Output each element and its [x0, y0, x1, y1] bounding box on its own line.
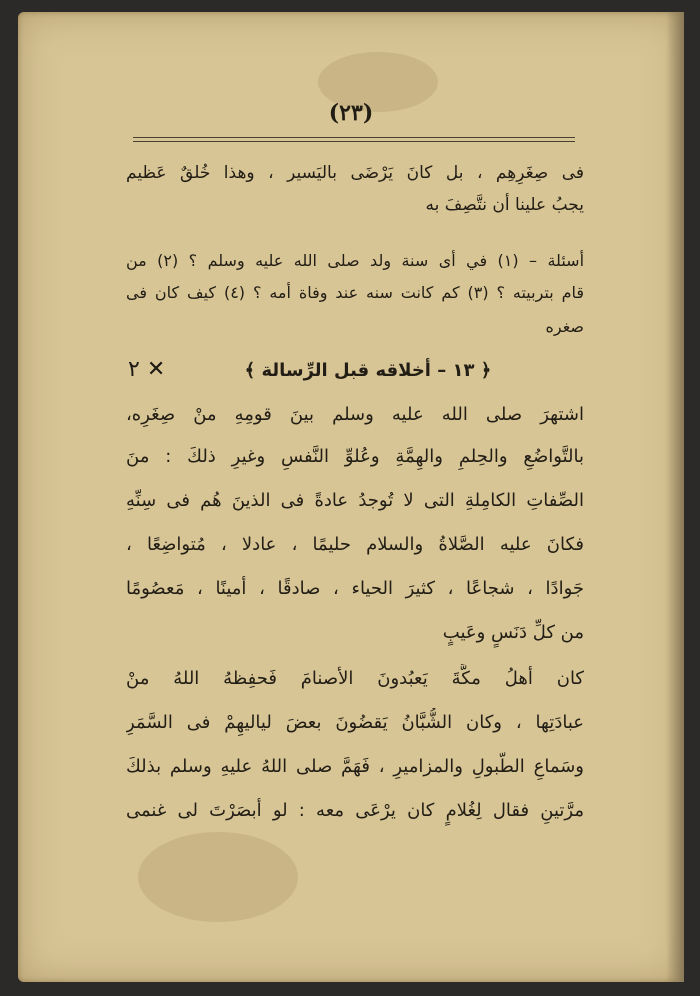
- questions-text: [126, 248, 584, 348]
- section-heading: ﴿ ١٣ – أخلاقه قبل الرِّسالة ﴾: [244, 360, 492, 381]
- text-line: كان أهلُ مكَّةَ يَعبُدونَ الأصنامَ فَحفِظهُ اللهُ منْ: [126, 668, 584, 689]
- text-line: يجبُ علينا أن نتَّصِفَ به: [425, 195, 584, 215]
- header-rule-bottom: [133, 141, 575, 142]
- text-line: جَوادًا ، شجاعًا ، كثيرَ الحياء ، صادقًا ، أمينًا ، مَعصُومًا: [126, 578, 584, 599]
- header-rule-top: [133, 137, 575, 138]
- text-line: وسَماعِ الطُّبولِ والمزاميرِ ، فَهَمَّ صلى اللهُ عليهِ وسلم بذلكَ: [126, 756, 584, 777]
- text-line: فكانَ عليه الصَّلاةُ والسلام حليمًا ، عادلا ، مُتواضِعًا ،: [126, 534, 584, 555]
- text-line: أسئلة – (١) في أى سنة ولد صلى الله عليه وسلم ؟ (٢) من: [126, 251, 584, 270]
- handwritten-margin-mark: ٢ ✕: [128, 357, 166, 382]
- text-line: فى صِغَرِهِم ، بل كانَ يَرْضَى باليَسير ، وهذا خُلقٌ عَظيم: [126, 163, 584, 183]
- paragraph-1: [126, 400, 584, 660]
- page-gutter-shadow: [666, 12, 684, 982]
- page-number: (٢٣): [328, 100, 374, 126]
- paragraph-2: [126, 664, 584, 864]
- text-line: عبادَتِها ، وكان الشُّبَّانُ يَقضُونَ بعضَ لياليهِمْ فى السَّمَرِ: [126, 712, 584, 733]
- text-line: اشتهرَ صلى الله عليه وسلم بينَ قومِهِ منْ صِغَرِه،: [126, 404, 584, 425]
- text-line: من كلِّ دَنَسٍ وعَيبٍ: [442, 622, 584, 643]
- text-line: قام بتربيته ؟ (٣) كم كانت سنه عند وفاة أمه ؟ (٤) كيف كان فى: [126, 283, 584, 302]
- book-page: [18, 12, 684, 982]
- text-line: مرَّتينِ فقال لِغُلامٍ كان يرْعَى معه : لو أبصَرْتَ لى غنمى: [126, 800, 584, 821]
- intro-text: [126, 160, 584, 220]
- text-line: بالتَّواضُعِ والحِلمِ والهِمَّةِ وعُلوِّ النَّفسِ وغيرِ ذلكَ : منَ: [126, 446, 584, 467]
- text-line: صغره: [545, 317, 584, 336]
- text-line: الصِّفاتِ الكامِلةِ التى لا تُوجدُ عادةً فى الذينَ هُم فى سِنِّهِ: [126, 490, 584, 511]
